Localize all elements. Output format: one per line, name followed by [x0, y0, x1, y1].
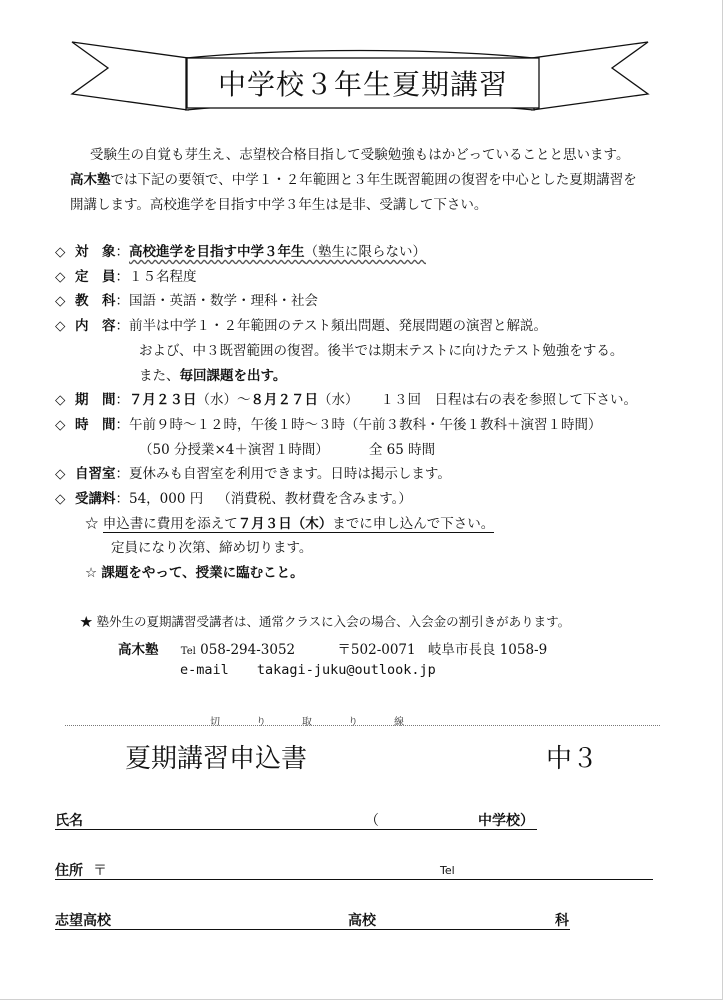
time-value: 午前９時～１２時，午後１時～３時（午前３教科・午後１教科＋演習１時間） — [129, 416, 602, 433]
content-line: 前半は中学１・２年範囲のテスト頻出問題、発展問題の演習と解説。 — [129, 318, 547, 335]
colon: ： — [115, 491, 129, 508]
colon: ： — [115, 466, 129, 483]
cut-char: 取 — [302, 717, 312, 728]
fee-label: 受講料 — [75, 491, 116, 508]
capacity-value: １５名程度 — [129, 268, 197, 285]
capacity-label: 定 員 — [75, 268, 116, 285]
detail-study-room — [55, 462, 695, 487]
school-name: 高木塾 — [70, 172, 111, 188]
wish-field[interactable] — [55, 929, 570, 930]
fee-note: （消費税、教材費を含みます。） — [217, 491, 412, 508]
diamond-icon: ◇ — [55, 293, 66, 310]
period-note: １３回 日程は右の表を参照して下さい。 — [380, 392, 637, 409]
high-school-label: 高校 — [348, 913, 376, 929]
diamond-icon: ◇ — [55, 392, 66, 409]
task-text: 課題をやって、授業に臨むこと。 — [101, 565, 304, 582]
contact-postal: 〒502-0071 — [337, 642, 416, 658]
target-note: （塾生に限らない） — [304, 244, 426, 260]
content-line: および、中３既習範囲の復習。後半では期末テストに向けたテスト勉強をする。 — [139, 342, 624, 359]
time-label: 時 間 — [75, 416, 116, 433]
colon: ： — [115, 392, 129, 409]
admission-notice: ★ 塾外生の夏期講習受講者は、通常クラスに入会の場合、入会金の割引きがあります。 — [80, 614, 571, 629]
address-field[interactable] — [55, 879, 653, 880]
contact-info — [118, 638, 547, 658]
content-line-pre: また、 — [139, 367, 180, 384]
diamond-icon: ◇ — [55, 318, 66, 335]
tel-label: Tel — [180, 646, 196, 657]
time-total: 全 65 時間 — [368, 441, 436, 458]
intro-text — [70, 143, 670, 218]
apply-text — [103, 516, 495, 533]
period-day: （水）～ — [196, 392, 251, 409]
time-breakdown: （50 分授業×4＋演習１時間） — [139, 441, 329, 458]
course-details — [55, 240, 695, 586]
intro-line: 受験生の自覚も芽生え、志望校合格目指して受験勉強もはかどっていることと思います。 — [90, 147, 630, 163]
target-value: 高校進学を目指す中学３年生 — [129, 244, 305, 260]
detail-subjects — [55, 289, 695, 314]
address-label: 住所 — [55, 863, 83, 879]
detail-content — [55, 314, 695, 339]
apply-post: までに申し込んで下さい。 — [332, 515, 495, 532]
name-label: 氏名 — [55, 813, 83, 829]
cut-char: 切 — [210, 717, 220, 728]
task-note — [55, 561, 695, 586]
colon: ： — [115, 416, 129, 433]
form-tel-label: Tel — [440, 864, 455, 877]
wish-label: 志望高校 — [55, 913, 111, 929]
school-open: （ — [365, 813, 379, 829]
colon: ： — [115, 293, 129, 310]
intro-line-rest: では下記の要領で、中学１・２年範囲と３年生既習範囲の復習を中心とした夏期講習を — [110, 172, 637, 188]
detail-fee — [55, 487, 695, 512]
contact-name: 高木塾 — [118, 642, 159, 658]
content-line — [55, 364, 695, 389]
detail-period — [55, 388, 695, 413]
diamond-icon: ◇ — [55, 268, 66, 285]
detail-capacity — [55, 265, 695, 290]
diamond-icon: ◇ — [55, 416, 66, 433]
period-start: ７月２３日 — [129, 392, 197, 409]
intro-line — [70, 168, 670, 193]
colon: ： — [115, 244, 129, 260]
cut-char: 線 — [394, 717, 404, 728]
apply-note — [55, 512, 695, 537]
target-label: 対 象 — [75, 244, 116, 260]
colon: ： — [115, 318, 129, 335]
fee-value: 54，000 円 — [129, 491, 204, 508]
school-label: 中学校） — [478, 813, 534, 829]
time-line2 — [55, 438, 695, 463]
apply-line2: 定員になり次第、締め切ります。 — [111, 540, 313, 557]
content-label: 内 容 — [75, 318, 116, 335]
contact-email — [180, 662, 436, 678]
department-label: 科 — [555, 913, 569, 929]
star-outline-icon: ☆ — [85, 515, 99, 532]
period-end: ８月２７日 — [250, 392, 318, 409]
subjects-label: 教 科 — [75, 293, 116, 310]
diamond-icon: ◇ — [55, 466, 66, 483]
cut-char: り — [348, 717, 358, 728]
email-label: e-mail — [180, 662, 229, 678]
diamond-icon: ◇ — [55, 244, 66, 260]
content-line-bold: 毎回課題を出す。 — [179, 367, 287, 384]
diamond-icon: ◇ — [55, 491, 66, 508]
period-day: （水） — [318, 392, 359, 409]
contact-tel: 058-294-3052 — [200, 642, 296, 658]
name-field[interactable] — [55, 829, 537, 830]
postal-mark: 〒 — [93, 863, 107, 879]
star-outline-icon: ☆ — [85, 565, 98, 582]
form-grade: 中３ — [546, 744, 599, 774]
page-title: 中学校３年生夏期講習 — [217, 68, 508, 101]
cut-char: り — [256, 717, 266, 728]
form-title: 夏期講習申込書 — [125, 744, 308, 774]
intro-line: 開講します。高校進学を目指す中学３年生は是非、受講して下さい。 — [70, 197, 488, 213]
colon: ： — [115, 268, 129, 285]
study-value: 夏休みも自習室を利用できます。日時は掲示します。 — [129, 466, 451, 483]
contact-address: 岐阜市長良 1058-9 — [427, 642, 548, 658]
cut-line — [65, 725, 660, 726]
detail-target — [55, 240, 695, 265]
subjects-value: 国語・英語・数学・理科・社会 — [129, 293, 318, 310]
period-label: 期 間 — [75, 392, 116, 409]
detail-time — [55, 413, 695, 438]
email-value: takagi-juku@outlook.jp — [256, 662, 436, 678]
study-label: 自習室 — [75, 466, 116, 483]
apply-pre: 申込書に費用を添えて — [102, 515, 238, 532]
apply-date: ７月３日（木） — [237, 515, 333, 532]
